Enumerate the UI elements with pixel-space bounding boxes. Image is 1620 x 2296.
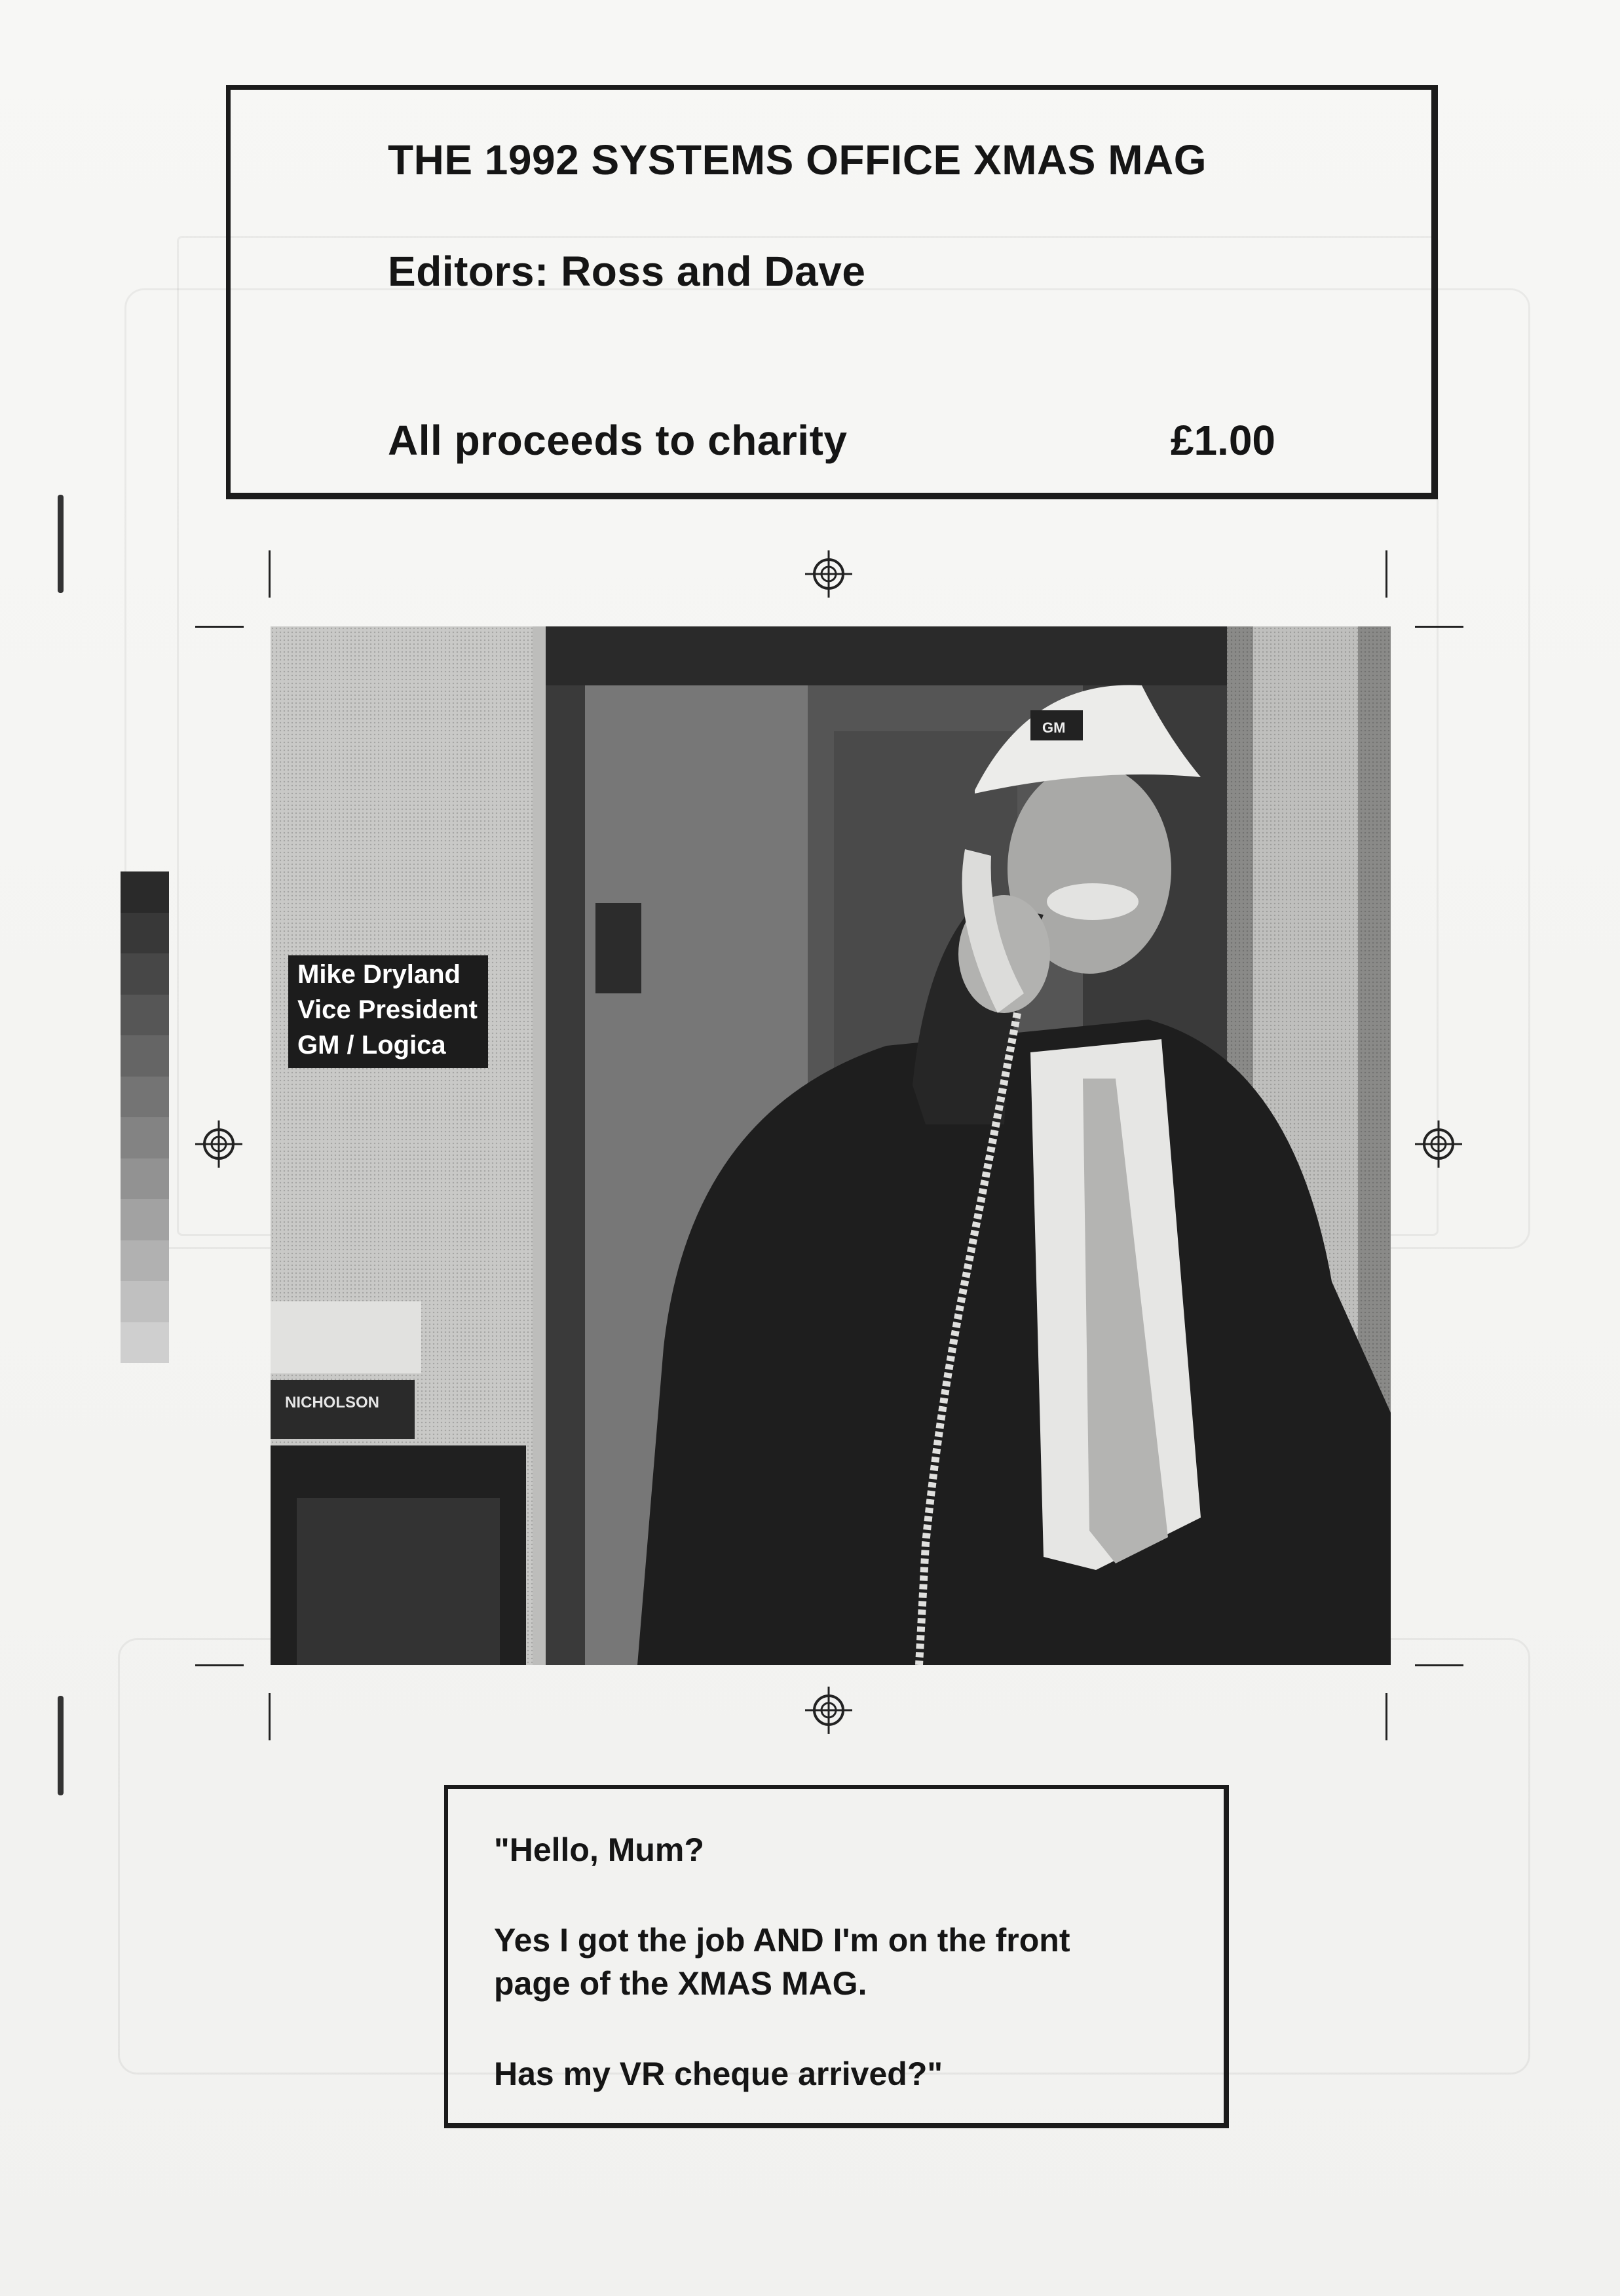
grayscale-strip xyxy=(121,871,169,1363)
caption-title: Vice President xyxy=(297,995,478,1024)
cap-logo-text: GM xyxy=(1042,719,1066,736)
price: £1.00 xyxy=(1170,417,1275,464)
photo-caption xyxy=(288,955,488,1068)
quote-box xyxy=(444,1785,1229,2128)
crop-mark xyxy=(269,1693,271,1740)
staple xyxy=(58,1696,64,1795)
quote-line-2: Yes I got the job AND I'm on the front xyxy=(494,1922,1070,1959)
title-box xyxy=(226,85,1438,499)
caption-company: GM / Logica xyxy=(297,1031,446,1060)
cover-photo xyxy=(271,626,1391,1665)
registration-mark-icon xyxy=(805,550,852,598)
nameplate-text: NICHOLSON xyxy=(285,1394,379,1411)
crop-mark xyxy=(1415,626,1463,628)
editors-line: Editors: Ross and Dave xyxy=(388,248,866,295)
crop-mark xyxy=(1385,550,1387,598)
crop-mark xyxy=(195,1664,244,1666)
crop-mark xyxy=(195,626,244,628)
quote-line-3: page of the XMAS MAG. xyxy=(494,1965,867,2002)
crop-mark xyxy=(1385,1693,1387,1740)
crop-mark xyxy=(269,550,271,598)
registration-mark-icon xyxy=(805,1687,852,1734)
caption-name: Mike Dryland xyxy=(297,960,461,989)
registration-mark-icon xyxy=(1415,1120,1462,1168)
quote-line-1: "Hello, Mum? xyxy=(494,1831,704,1868)
staple xyxy=(58,495,64,593)
charity-line: All proceeds to charity xyxy=(388,417,848,464)
magazine-title: THE 1992 SYSTEMS OFFICE XMAS MAG xyxy=(388,136,1207,183)
crop-mark xyxy=(1415,1664,1463,1666)
registration-mark-icon xyxy=(195,1120,242,1168)
quote-line-4: Has my VR cheque arrived?" xyxy=(494,2056,943,2092)
